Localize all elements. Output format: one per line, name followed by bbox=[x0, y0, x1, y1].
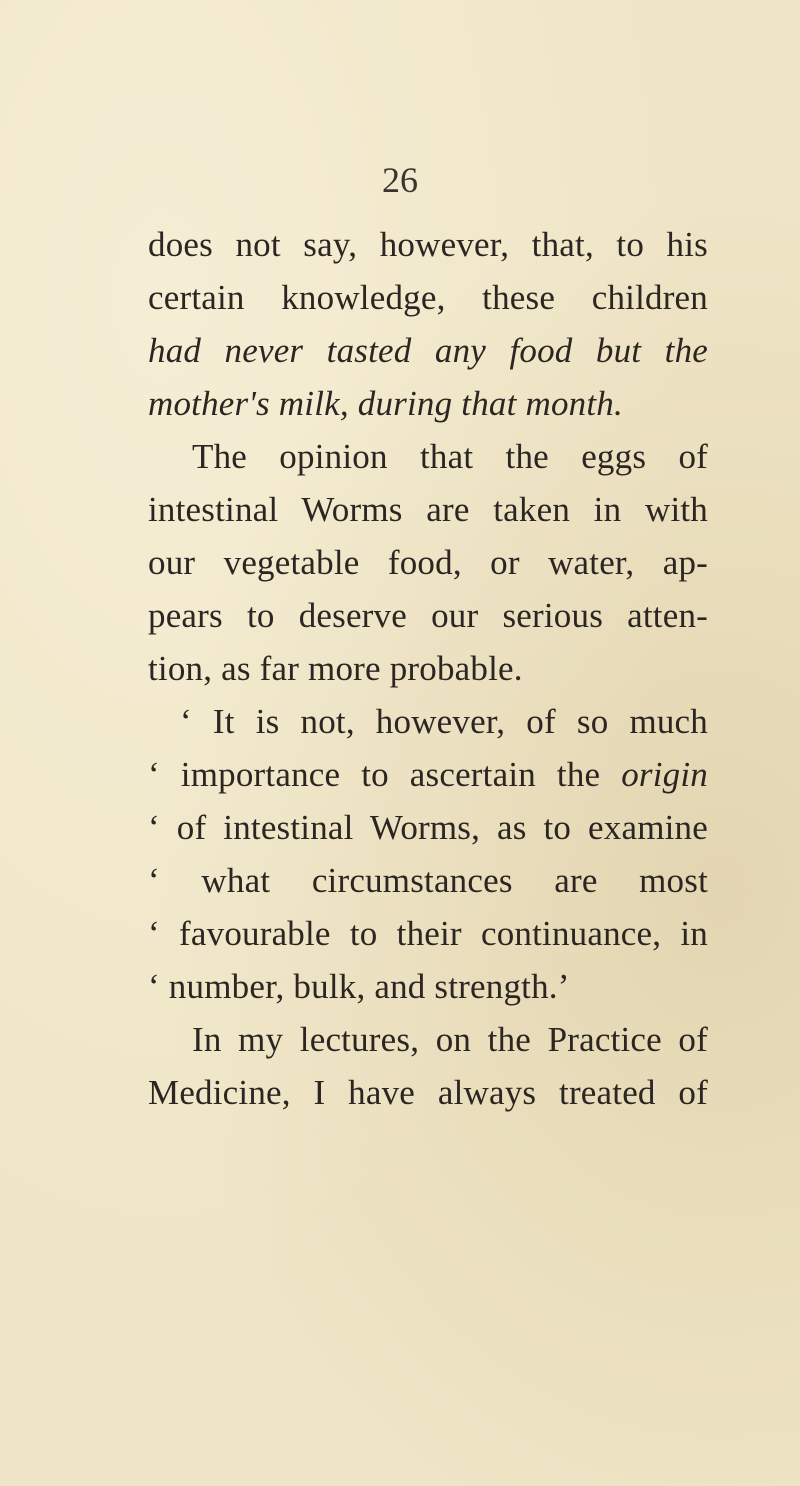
page-number: 26 bbox=[382, 160, 418, 200]
body-text bbox=[148, 218, 708, 1119]
text-line bbox=[148, 483, 708, 536]
text-segment: In my lectures, on the Practice of bbox=[192, 1020, 708, 1059]
text-line bbox=[148, 430, 708, 483]
italic-text: had never tasted any food but the bbox=[148, 331, 708, 370]
text-line bbox=[148, 748, 708, 801]
text-segment: ‘ It is not, however, of so much bbox=[180, 702, 708, 741]
text-line bbox=[148, 695, 708, 748]
text-segment: ‘ of intestinal Worms, as to examine bbox=[148, 808, 708, 847]
text-segment: The opinion that the eggs of bbox=[192, 437, 708, 476]
text-segment: pears to deserve our serious atten- bbox=[148, 596, 708, 635]
text-line bbox=[148, 377, 708, 430]
text-line bbox=[148, 271, 708, 324]
text-line bbox=[148, 589, 708, 642]
text-segment: ‘ number, bulk, and strength.’ bbox=[148, 967, 570, 1006]
text-line bbox=[148, 1013, 708, 1066]
text-line bbox=[148, 218, 708, 271]
text-segment: certain knowledge, these children bbox=[148, 278, 708, 317]
text-segment: ‘ what circumstances are most bbox=[148, 861, 708, 900]
italic-text: mother's milk, during that month. bbox=[148, 384, 623, 423]
text-segment: tion, as far more probable. bbox=[148, 649, 523, 688]
text-segment: Medicine, I have always treated of bbox=[148, 1073, 708, 1112]
italic-text: origin bbox=[621, 755, 708, 794]
text-line bbox=[148, 960, 708, 1013]
text-line bbox=[148, 854, 708, 907]
text-line bbox=[148, 907, 708, 960]
text-segment: does not say, however, that, to his bbox=[148, 225, 708, 264]
text-line bbox=[148, 536, 708, 589]
text-segment: ‘ importance to ascertain the bbox=[148, 755, 622, 794]
text-line bbox=[148, 1066, 708, 1119]
text-segment: ‘ favourable to their continuance, in bbox=[148, 914, 708, 953]
text-line bbox=[148, 801, 708, 854]
text-line bbox=[148, 642, 708, 695]
text-segment: our vegetable food, or water, ap- bbox=[148, 543, 708, 582]
text-segment: intestinal Worms are taken in with bbox=[148, 490, 708, 529]
text-line bbox=[148, 324, 708, 377]
